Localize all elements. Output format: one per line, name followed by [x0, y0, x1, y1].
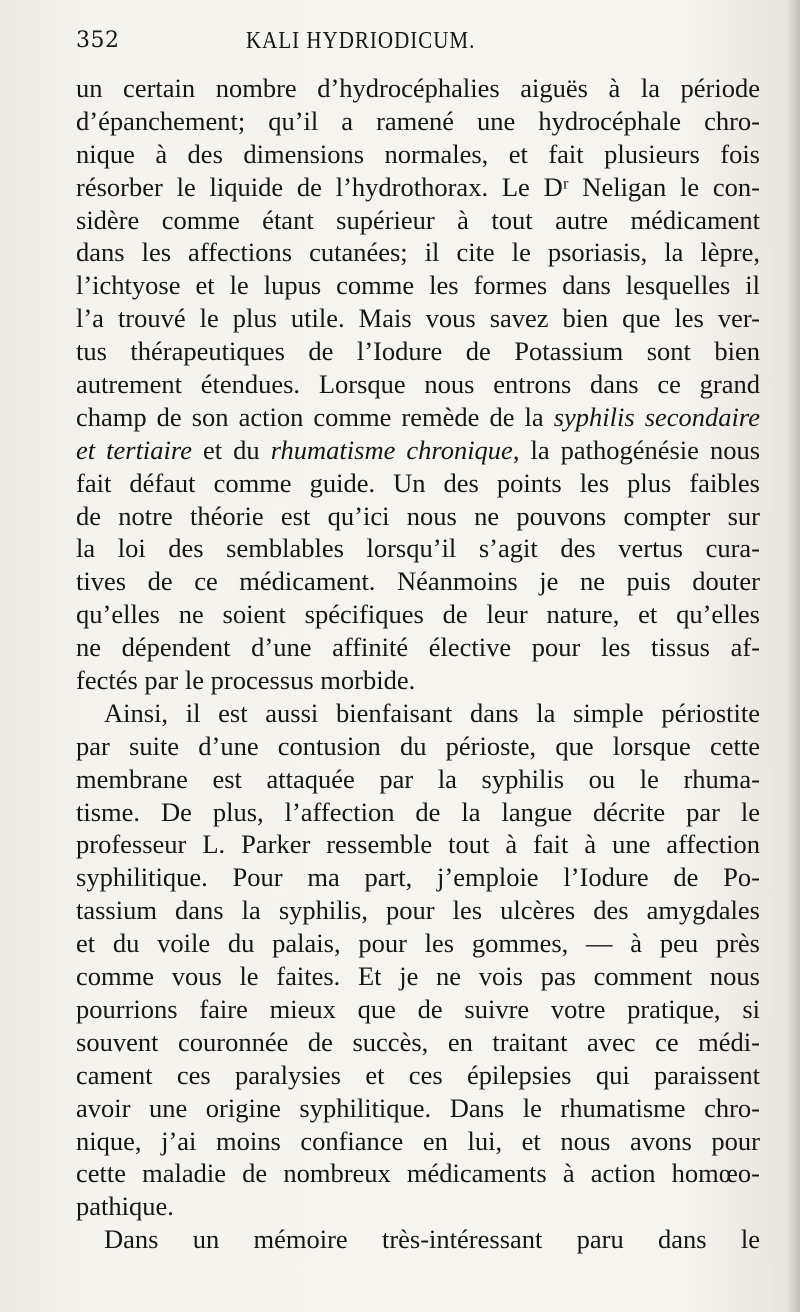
line-text: tus thérapeutiques de l’Iodure de Potassium sont bien [76, 336, 760, 367]
line-text: nique, j’ai moins confiance en lui, et nous avons pour [76, 1125, 760, 1156]
text-line [76, 1026, 760, 1059]
line-text: autrement étendues. Lorsque nous entrons dans ce grand [76, 369, 760, 400]
line-text: fectés par le processus morbide. [76, 665, 416, 696]
text-line [76, 1059, 760, 1092]
text-line [76, 796, 760, 829]
line-text: syphilitique. Pour ma part, j’emploie l’Iodure de Po- [76, 862, 760, 893]
line-text: nique à des dimensions normales, et fait plusieurs fois [76, 138, 760, 169]
text-line [76, 1125, 760, 1158]
text-line [76, 401, 760, 434]
line-text: pourrions faire mieux que de suivre votre pratique, si [76, 993, 760, 1024]
line-text: l’ichtyose et le lupus comme les formes dans lesquelles il [76, 270, 760, 301]
line-text: cament ces paralysies et ces épilepsies qui paraissent [76, 1059, 760, 1090]
line-text: de notre théorie est qu’ici nous ne pouvons compter sur [76, 500, 760, 531]
text-line [76, 1092, 760, 1125]
line-text: souvent couronnée de succès, en traitant avec ce médi- [76, 1026, 760, 1057]
text-line [76, 335, 760, 368]
text-line [76, 697, 760, 730]
line-text: sidère comme étant supérieur à tout autre médicament [76, 204, 760, 235]
italic-text: rhumatisme chronique [270, 434, 513, 465]
text-line [76, 927, 760, 960]
line-text: cette maladie de nombreux médicaments à action homœo- [76, 1158, 760, 1189]
page-number: 352 [76, 28, 120, 53]
line-text: la loi des semblables lorsqu’il s’agit des vertus cura- [76, 533, 760, 564]
text-line [76, 72, 760, 105]
line-text: avoir une origine syphilitique. Dans le rhumatisme chro- [76, 1092, 760, 1123]
line-text: comme vous le faites. Et je ne vois pas comment nous [76, 961, 760, 992]
line-text: résorber le liquide de l’hydrothorax. Le Dʳ Neligan le con- [76, 171, 760, 202]
line-text: qu’elles ne soient spécifiques de leur nature, et qu’elles [76, 599, 760, 630]
line-text: tisme. De plus, l’affection de la langue décrite par le [76, 796, 760, 827]
text-line [76, 1190, 760, 1223]
italic-text: syphilis secondaire [553, 401, 760, 432]
page-edge-shadow [786, 0, 800, 1312]
line-text: Dans un mémoire très-intéressant paru dans le [104, 1224, 760, 1255]
text-line [76, 204, 760, 237]
line-text: fait défaut comme guide. Un des points les plus faibles [76, 467, 760, 498]
body-text [76, 72, 760, 1256]
text-line [76, 1223, 760, 1256]
line-text: Ainsi, il est aussi bienfaisant dans la simple périostite [104, 697, 760, 728]
text-line [76, 236, 760, 269]
text-line [76, 664, 760, 697]
line-text: et du [192, 434, 271, 465]
line-text: par suite d’une contusion du périoste, que lorsque cette [76, 730, 760, 761]
text-line [76, 763, 760, 796]
line-text: , la pathogénésie nous [512, 434, 761, 465]
line-text: tassium dans la syphilis, pour les ulcères des amygdales [76, 895, 760, 926]
text-line [76, 500, 760, 533]
text-line [76, 105, 760, 138]
text-line [76, 861, 760, 894]
text-line [76, 368, 760, 401]
line-text: d’épanchement; qu’il a ramené une hydrocéphale chro- [76, 105, 760, 136]
text-line [76, 993, 760, 1026]
text-line [76, 960, 760, 993]
line-text: l’a trouvé le plus utile. Mais vous savez bien que les ver- [76, 303, 760, 334]
line-text: champ de son action comme remède de la [76, 401, 554, 432]
line-text: et du voile du palais, pour les gommes, — à peu près [76, 928, 760, 959]
text-line [76, 269, 760, 302]
text-line [76, 138, 760, 171]
text-line [76, 631, 760, 664]
text-line [76, 434, 760, 467]
text-line [76, 598, 760, 631]
italic-text: et tertiaire [76, 434, 193, 465]
line-text: dans les affections cutanées; il cite le psoriasis, la lèpre, [76, 237, 760, 268]
text-line [76, 894, 760, 927]
line-text: ne dépendent d’une affinité élective pour les tissus af- [76, 632, 760, 663]
line-text: tives de ce médicament. Néanmoins je ne puis douter [76, 566, 760, 597]
page-header [76, 28, 760, 72]
text-line [76, 730, 760, 763]
text-line [76, 467, 760, 500]
line-text: un certain nombre d’hydrocéphalies aiguës à la période [76, 73, 760, 103]
text-line [76, 828, 760, 861]
text-line [76, 1157, 760, 1190]
line-text: membrane est attaquée par la syphilis ou le rhuma- [76, 763, 760, 794]
text-line [76, 302, 760, 335]
line-text: pathique. [76, 1191, 174, 1222]
text-line [76, 171, 760, 204]
line-text: professeur L. Parker ressemble tout à fait à une affection [76, 829, 760, 860]
text-line [76, 565, 760, 598]
text-line [76, 532, 760, 565]
running-title: KALI HYDRIODICUM. [246, 26, 476, 54]
